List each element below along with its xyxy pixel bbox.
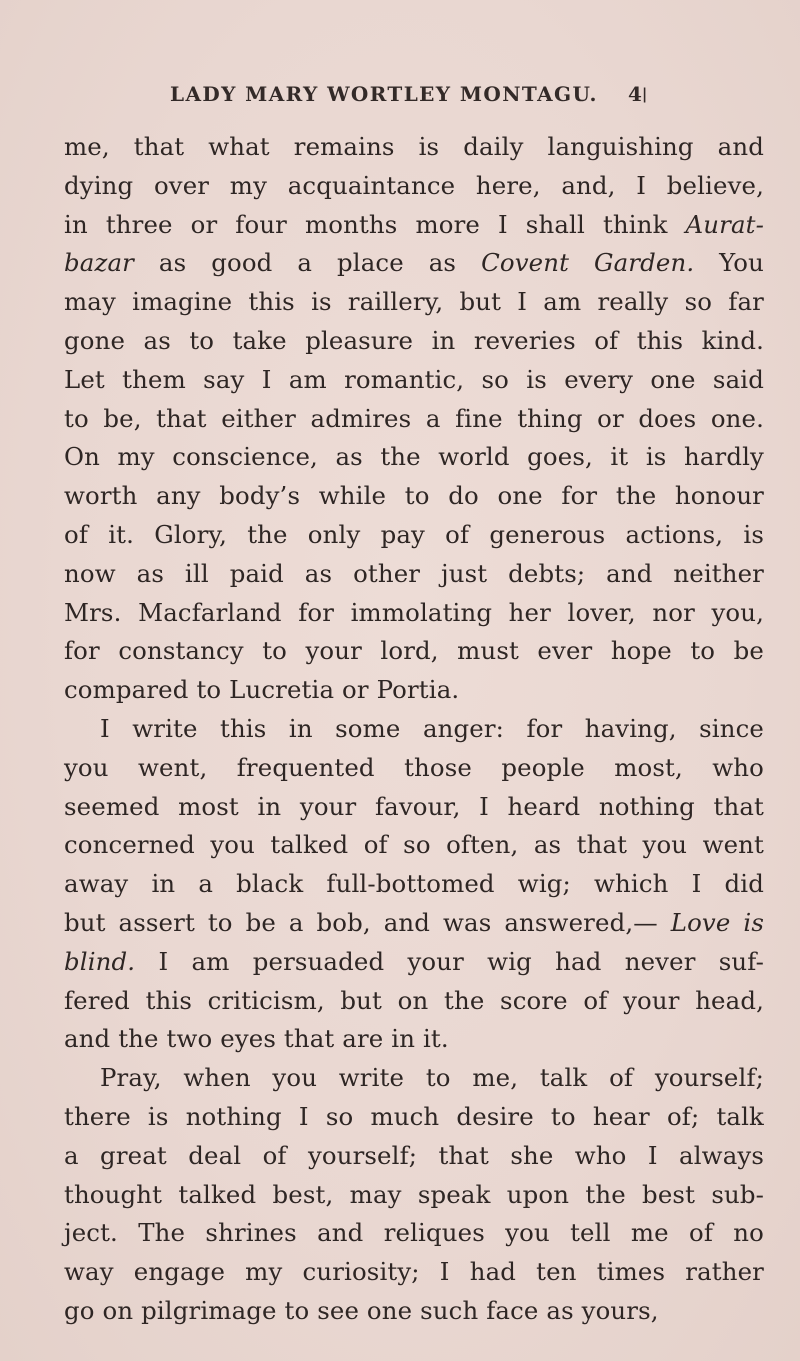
text-run: On my conscience, as the world goes, it is hardly: [64, 442, 764, 472]
text-run: but assert to be a bob, and was answered,—: [64, 907, 671, 937]
text-run: may imagine this is raillery, but I am really so far: [64, 287, 764, 317]
text-run: now as ill paid as other just debts; and neither: [64, 558, 764, 588]
text-line: [64, 865, 764, 904]
text-run: in three or four months more I shall think: [64, 209, 686, 239]
text-line: [64, 244, 764, 283]
text-run: gone as to take pleasure in reveries of this kind.: [64, 325, 764, 355]
text-run: of it. Glory, the only pay of generous actions, is: [64, 519, 764, 549]
text-run: Pray, when you write to me, talk of yourself;: [100, 1063, 764, 1093]
text-run: seemed most in your favour, I heard nothing that: [64, 791, 764, 821]
text-run: Let them say I am romantic, so is every one said: [64, 364, 764, 394]
text-line: [64, 477, 764, 516]
italic-text-run: bazar: [64, 248, 134, 278]
text-run: ject. The shrines and reliques you tell me of no: [64, 1218, 764, 1248]
text-run: you went, frequented those people most, who: [64, 752, 764, 782]
text-line: [64, 1137, 764, 1176]
text-run: compared to Lucretia or Portia.: [64, 675, 460, 705]
text-run: I am persuaded your wig had never suf-: [135, 946, 764, 976]
text-line: [64, 632, 764, 671]
text-line: [64, 710, 764, 749]
text-line: [64, 943, 764, 982]
text-line: [64, 671, 764, 710]
text-line: [64, 438, 764, 477]
italic-text-run: Love is: [670, 907, 764, 937]
text-run: concerned you talked of so often, as that you went: [64, 830, 764, 860]
text-run: and the two eyes that are in it.: [64, 1024, 449, 1054]
text-line: [64, 167, 764, 206]
text-run: I write this in some anger: for having, since: [100, 713, 764, 743]
text-run: You: [694, 248, 765, 278]
text-line: [64, 516, 764, 555]
italic-text-run: blind.: [64, 946, 136, 976]
text-run: for constancy to your lord, must ever hope to be: [64, 636, 764, 666]
italic-text-run: Covent Garden.: [481, 248, 695, 278]
text-line: [64, 1098, 764, 1137]
body-text: [64, 128, 764, 1331]
text-run: fered this criticism, but on the score of your head,: [64, 985, 764, 1015]
text-run: Mrs. Macfarland for immolating her lover, nor you,: [64, 597, 764, 627]
text-run: away in a black full-bottomed wig; which I did: [64, 869, 764, 899]
page-number: 4|: [628, 82, 648, 106]
text-run: thought talked best, may speak upon the best sub-: [64, 1179, 764, 1209]
text-line: [64, 1020, 764, 1059]
text-line: [64, 904, 764, 943]
text-line: [64, 1214, 764, 1253]
text-run: me, that what remains is daily languishing and: [64, 132, 764, 161]
text-line: [64, 128, 764, 167]
text-line: [64, 826, 764, 865]
text-line: [64, 788, 764, 827]
text-line: [64, 1059, 764, 1098]
text-line: [64, 1253, 764, 1292]
text-line: [64, 400, 764, 439]
italic-text-run: Aurat-: [685, 209, 764, 239]
text-line: [64, 1176, 764, 1215]
text-line: [64, 322, 764, 361]
text-line: [64, 1292, 764, 1331]
running-head: LADY MARY WORTLEY MONTAGU.: [170, 82, 598, 106]
text-line: [64, 361, 764, 400]
text-run: dying over my acquaintance here, and, I believe,: [64, 170, 764, 200]
text-line: [64, 749, 764, 788]
text-line: [64, 594, 764, 633]
text-run: worth any body’s while to do one for the honour: [64, 481, 764, 511]
text-run: go on pilgrimage to see one such face as yours,: [64, 1295, 659, 1325]
text-run: there is nothing I so much desire to hear of; talk: [64, 1101, 764, 1131]
text-line: [64, 206, 764, 245]
text-run: to be, that either admires a fine thing or does one.: [64, 403, 764, 433]
text-run: way engage my curiosity; I had ten times rather: [64, 1257, 764, 1287]
text-run: a great deal of yourself; that she who I always: [64, 1140, 764, 1170]
text-line: [64, 982, 764, 1021]
text-line: [64, 283, 764, 322]
text-line: [64, 555, 764, 594]
text-run: as good a place as: [133, 248, 482, 278]
